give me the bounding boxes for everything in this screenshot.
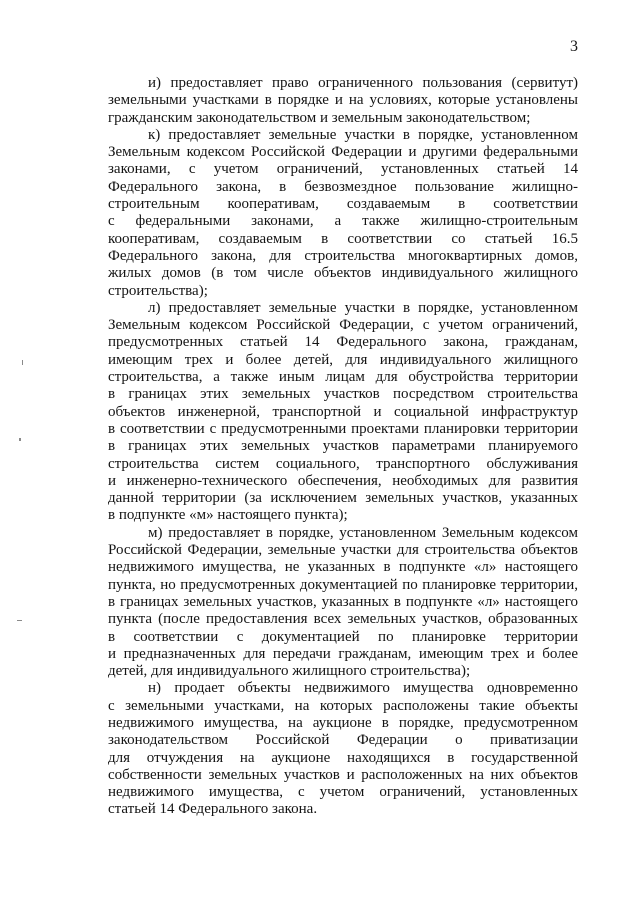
text-line: строительства); bbox=[108, 282, 208, 299]
text-line: законами, с учетом ограничений, установленных статьей 14 bbox=[108, 161, 578, 178]
text-line: предусмотренных статьей 14 Федерального закона, гражданам, bbox=[108, 334, 578, 351]
text-line: в границах этих земельных участков параметрами планируемого bbox=[108, 438, 578, 455]
text-line: объектов инженерной, транспортной и социальной инфраструктур bbox=[108, 403, 578, 420]
text-line: в подпункте «м» настоящего пункта); bbox=[108, 507, 348, 524]
text-line: и предназначенных для передачи гражданам, имеющим трех и более bbox=[108, 645, 578, 662]
text-line: строительным кооперативам, создаваемым в соответствии bbox=[108, 196, 578, 213]
text-line: н) продает объекты недвижимого имущества одновременно bbox=[148, 680, 578, 697]
text-line: детей, для индивидуального жилищного строительства); bbox=[108, 663, 471, 680]
text-line: Российской Федерации, земельные участки для строительства объектов bbox=[108, 542, 578, 559]
text-line: Федерального закона, в безвозмездное пользование жилищно- bbox=[108, 178, 578, 195]
scan-mark bbox=[22, 360, 23, 365]
text-line: недвижимого имущества, с учетом ограничений, установленных bbox=[108, 784, 578, 801]
page-number: 3 bbox=[570, 38, 578, 55]
text-line: с земельными участками, на которых расположены такие объекты bbox=[108, 697, 578, 714]
text-line: пункта (после предоставления всех земельных участков, образованных bbox=[108, 611, 578, 628]
text-line: м) предоставляет в порядке, установленном Земельным кодексом bbox=[148, 524, 578, 541]
text-line: статьей 14 Федерального закона. bbox=[108, 801, 318, 818]
paragraph bbox=[108, 75, 578, 127]
text-line: данной территории (за исключением земельных участков, указанных bbox=[108, 490, 578, 507]
text-line: для отчуждения на аукционе находящихся в государственной bbox=[108, 749, 578, 766]
text-line: в границах этих земельных участков посредством строительства bbox=[108, 386, 578, 403]
text-line: строительства, а также иным лицам для обустройства территории bbox=[108, 369, 578, 386]
paragraph bbox=[108, 127, 578, 300]
text-line: Земельным кодексом Российской Федерации и другими федеральными bbox=[108, 144, 578, 161]
text-line: жилых домов (в том числе объектов индивидуального жилищного bbox=[108, 265, 578, 282]
text-line: в соответствии с предусмотренными проектами планировки территории bbox=[108, 420, 578, 437]
text-line: недвижимого имущества, не указанных в подпункте «л» настоящего bbox=[108, 559, 578, 576]
text-line: законодательством Российской Федерации о приватизации bbox=[108, 732, 578, 749]
text-line: гражданским законодательством и земельным законодательством; bbox=[108, 109, 531, 126]
text-line: и инженерно-технического обеспечения, необходимых для развития bbox=[108, 472, 578, 489]
text-line: в границах земельных участков, указанных в подпункте «л» настоящего bbox=[108, 593, 578, 610]
text-line: недвижимого имущества, на аукционе в порядке, предусмотренном bbox=[108, 714, 578, 731]
scan-mark bbox=[17, 620, 22, 621]
paragraph bbox=[108, 300, 578, 525]
text-line: земельными участками в порядке и на условиях, которые установлены bbox=[108, 92, 578, 109]
text-line: Земельным кодексом Российской Федерации, с учетом ограничений, bbox=[108, 317, 578, 334]
text-line: л) предоставляет земельные участки в порядке, установленном bbox=[148, 299, 578, 316]
document-body bbox=[108, 75, 578, 819]
text-line: и) предоставляет право ограниченного пользования (сервитут) bbox=[148, 75, 578, 91]
paragraph bbox=[108, 525, 578, 681]
text-line: кооперативам, создаваемым в соответствии со статьей 16.5 bbox=[108, 230, 578, 247]
text-line: строительства систем социального, транспортного обслуживания bbox=[108, 455, 578, 472]
text-line: в соответствии с документацией по планировке территории bbox=[108, 628, 578, 645]
text-line: имеющим трех и более детей, для индивидуального жилищного bbox=[108, 351, 578, 368]
text-line: к) предоставляет земельные участки в порядке, установленном bbox=[148, 126, 578, 143]
text-line: собственности земельных участков и расположенных на них объектов bbox=[108, 766, 578, 783]
text-line: Федерального закона, для строительства многоквартирных домов, bbox=[108, 247, 578, 264]
scan-mark bbox=[19, 438, 21, 441]
paragraph bbox=[108, 680, 578, 818]
text-line: пункта, но предусмотренных документацией по планировке территории, bbox=[108, 576, 578, 593]
text-line: с федеральными законами, а также жилищно-строительным bbox=[108, 213, 578, 230]
